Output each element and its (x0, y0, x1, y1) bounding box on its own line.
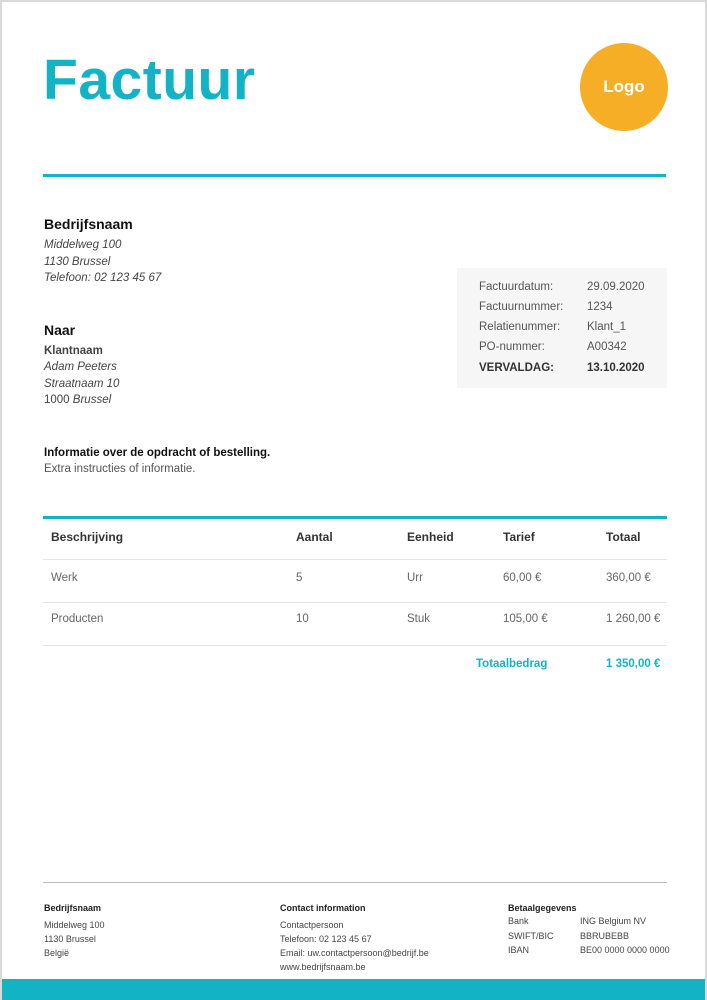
grand-total-label: Totaalbedrag (476, 658, 548, 670)
footer-contact-person: Contactpersoon (280, 920, 344, 930)
meta-value: 1234 (587, 301, 613, 313)
cell-rate: 105,00 € (503, 613, 548, 625)
cell-rate: 60,00 € (503, 572, 542, 584)
footer-company-line: België (44, 948, 70, 958)
footer-payment-label: SWIFT/BIC (508, 931, 554, 941)
recipient-client-name: Klantnaam (44, 345, 103, 357)
meta-label: Relatienummer: (479, 321, 561, 333)
cell-quantity: 10 (296, 613, 309, 625)
sender-phone: Telefoon: 02 123 45 67 (44, 272, 162, 284)
footer-payment-label: IBAN (508, 945, 530, 955)
footer-company-line: Middelweg 100 (44, 920, 105, 930)
invoice-page (2, 2, 705, 1000)
sender-address-line1: Middelweg 100 (44, 239, 122, 251)
recipient-contact: Adam Peeters (44, 361, 117, 373)
footer-payment-heading: Betaalgegevens (508, 903, 577, 913)
instructions-title: Informatie over de opdracht of bestelling. (44, 447, 271, 459)
footer-contact-website[interactable]: www.bedrijfsnaam.be (280, 962, 366, 972)
footer-contact-email[interactable]: Email: uw.contactpersoon@bedrijf.be (280, 948, 429, 958)
footer-payment-value: BE00 0000 0000 0000 (580, 945, 670, 955)
cell-total: 360,00 € (606, 572, 651, 584)
footer-payment-label: Bank (508, 916, 529, 926)
company-logo: Logo (580, 43, 668, 131)
cell-total: 1 260,00 € (606, 613, 661, 625)
grand-total-value: 1 350,00 € (606, 658, 661, 670)
meta-value: Klant_1 (587, 321, 627, 333)
recipient-city-line (44, 392, 119, 409)
column-header-description: Beschrijving (51, 530, 124, 544)
column-header-unit: Eenheid (407, 530, 454, 544)
cell-quantity: 5 (296, 572, 303, 584)
recipient-postcode: 1000 (44, 394, 70, 406)
meta-label: Factuurnummer: (479, 301, 564, 313)
footer-payment-value: ING Belgium NV (580, 916, 647, 926)
footer-company-line: 1130 Brussel (44, 934, 96, 944)
meta-label: Factuurdatum: (479, 281, 554, 293)
column-header-total: Totaal (606, 530, 641, 544)
table-row-divider (43, 559, 667, 560)
sender-address-line2: 1130 Brussel (44, 255, 111, 268)
invoice-meta-box (457, 268, 667, 388)
footer-contact-heading: Contact information (280, 903, 366, 913)
cell-unit: Urr (407, 572, 423, 584)
footer-contact-phone: Telefoon: 02 123 45 67 (280, 934, 372, 944)
meta-label: PO-nummer: (479, 341, 545, 353)
cell-description: Werk (51, 572, 78, 584)
table-row-divider (43, 645, 667, 646)
footer-divider (43, 882, 667, 883)
table-row-divider (43, 602, 667, 603)
recipient-city: Brussel (72, 394, 112, 406)
instructions-text: Extra instructies of informatie. (44, 463, 196, 475)
footer-payment-value: BBRUBEBB (580, 931, 630, 941)
meta-value: 29.09.2020 (587, 281, 645, 293)
recipient-heading: Naar (44, 322, 76, 338)
recipient-street: Straatnaam 10 (44, 377, 120, 390)
sender-address (44, 237, 161, 287)
header-divider (43, 174, 666, 177)
sender-name: Bedrijfsnaam (44, 216, 133, 232)
cell-unit: Stuk (407, 613, 431, 625)
meta-value: 13.10.2020 (587, 362, 645, 374)
column-header-quantity: Aantal (296, 530, 333, 544)
cell-description: Producten (51, 613, 104, 625)
footer-accent-bar (2, 979, 705, 1000)
table-top-divider (43, 516, 667, 519)
invoice-title: Factuur (43, 48, 256, 112)
recipient-address (44, 359, 119, 409)
column-header-rate: Tarief (503, 530, 535, 544)
meta-label: VERVALDAG: (479, 362, 554, 374)
meta-value: A00342 (587, 341, 627, 353)
footer-company-heading: Bedrijfsnaam (44, 903, 102, 913)
